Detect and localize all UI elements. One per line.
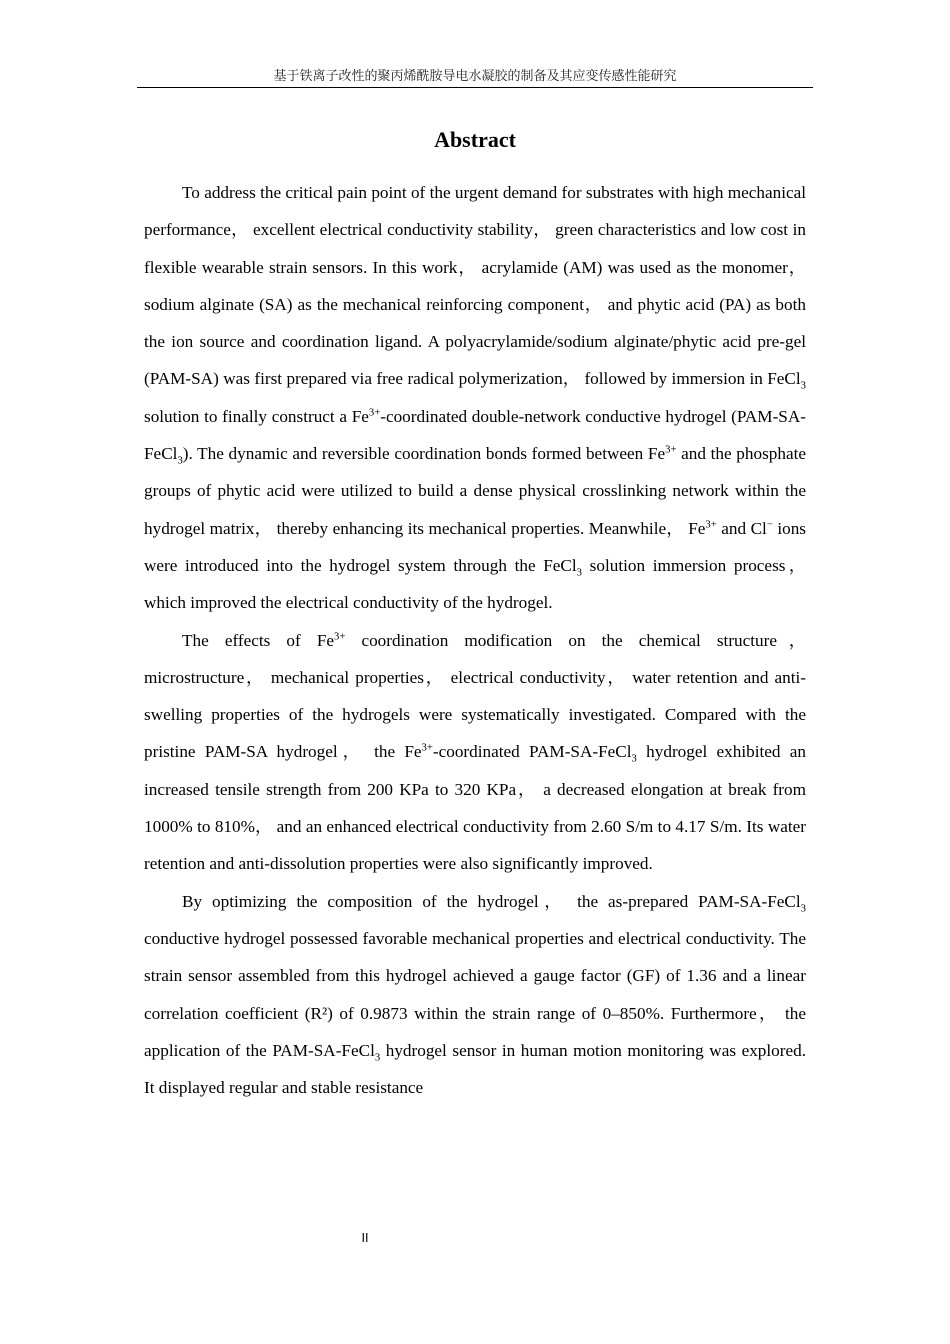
subscript: 3: [800, 380, 806, 392]
header-rule: [137, 87, 813, 88]
text-run: hydrogel exhibited an increased tensile strength from 200 KPa to 320 KPa， a decreased elongation at break from 1000% to 810%， and an enhanced electrical conductivity from 2.60 S/m to 4.17 S/m. Its water retention and anti-dissolution properties were also significantly improved.: [144, 742, 806, 874]
page-number: II: [361, 1231, 369, 1245]
superscript: 3+: [705, 518, 717, 530]
text-run: ). The dynamic and reversible coordination bonds formed between Fe: [182, 444, 666, 464]
abstract-title: Abstract: [434, 127, 516, 152]
text-run: and the phosphate groups of phytic acid were utilized to build a dense physical crosslinking network within the hydrogel matrix， thereby enhancing its mechanical properties. Meanwhile， Fe: [144, 444, 806, 538]
text-run: -coordinated PAM-SA-FeCl: [432, 742, 632, 762]
text-run: The effects of Fe: [182, 630, 335, 650]
subscript: 3: [800, 903, 806, 915]
subscript: 3: [631, 753, 637, 765]
text-run: -coordinated double-network conductive hydrogel (PAM-SA-FeCl: [144, 406, 806, 464]
superscript: 3+: [368, 407, 381, 419]
paragraph-1: [144, 174, 806, 622]
subscript: 3: [177, 455, 183, 467]
text-run: conductive hydrogel possessed favorable mechanical properties and electrical conductivity. The strain sensor assembled from this hydrogel achieved a gauge factor (GF) of 1.36 and a linear correlation coefficient (R²) of 0.9873 within the strain range of 0–850%. Furthermore， the application of the PAM-SA-FeCl: [144, 928, 806, 1060]
superscript: 3+: [665, 444, 677, 456]
text-run: solution to finally construct a Fe: [144, 406, 369, 426]
subscript: 3: [576, 567, 582, 579]
subscript: 3: [374, 1052, 381, 1064]
paragraph-2: [144, 622, 806, 883]
paragraph-3: [144, 883, 806, 1107]
text-run: coordination modification on the chemical structure， microstructure， mechanical properties， electrical conductivity， water retention and anti-swelling properties of the hydrogels were systematically investigated. Compared with the pristine PAM-SA hydrogel， the Fe: [144, 630, 806, 762]
superscript: −: [766, 518, 773, 530]
running-header: 基于铁离子改性的聚丙烯酰胺导电水凝胶的制备及其应变传感性能研究: [273, 69, 677, 84]
superscript: 3+: [421, 742, 433, 754]
text-run: ions were introduced into the hydrogel system through the FeCl: [144, 518, 807, 575]
abstract-body: [144, 174, 806, 1106]
text-run: solution immersion process， which improved the electrical conductivity of the hydrogel.: [144, 555, 806, 613]
superscript: 3+: [334, 630, 346, 642]
text-run: and Cl: [716, 518, 767, 538]
text-run: By optimizing the composition of the hydrogel， the as-prepared PAM-SA-FeCl: [182, 891, 801, 911]
text-run: hydrogel sensor in human motion monitoring was explored. It displayed regular and stable resistance: [144, 1040, 806, 1098]
text-run: To address the critical pain point of the urgent demand for substrates with high mechanical performance， excellent electrical conductivity stability， green characteristics and low cost in flexible wearable strain sensors. In this work， acrylamide (AM) was used as the monomer， sodium alginate (SA) as the mechanical reinforcing component， and phytic acid (PA) as both the ion source and coordination ligand. A polyacrylamide/sodium alginate/phytic acid pre-gel (PAM-SA) was first prepared via free radical polymerization， followed by immersion in FeCl: [144, 183, 806, 389]
